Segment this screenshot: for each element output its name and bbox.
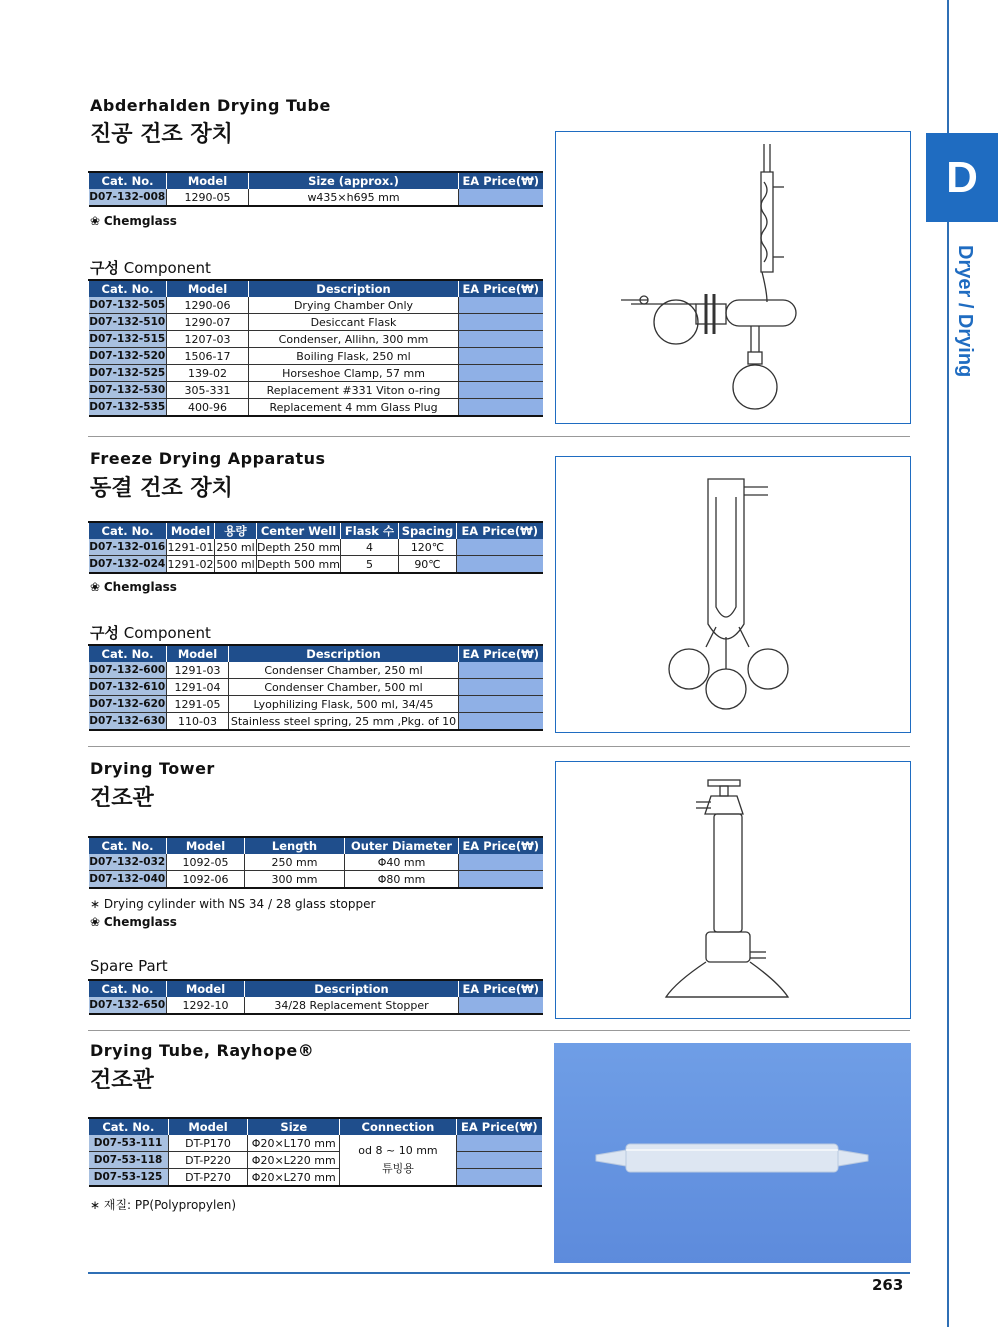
table-row: D07-132-515 1207-03 Condenser, Allihn, 300 mm xyxy=(89,331,543,348)
connection-line2: 튜빙용 xyxy=(382,1162,414,1175)
freeze-drying-apparatus-image xyxy=(555,456,911,733)
section1-component-title: 구성 Component xyxy=(90,259,211,277)
divider xyxy=(88,746,910,747)
table-row: D07-132-620 1291-05 Lyophilizing Flask, 500 ml, 34/45 xyxy=(89,696,543,713)
section3-spare-table: Cat. No. Model Description EA Price(₩) D07-132-650 1292-10 34/28 Replacement Stopper xyxy=(88,979,543,1015)
table-row: D07-132-510 1290-07 Desiccant Flask xyxy=(89,314,543,331)
section1-brand: ❀ Chemglass xyxy=(90,214,177,228)
section3-main-table: Cat. No. Model Length Outer Diameter EA Price(₩) D07-132-032 1092-05 250 mm Φ40 mm D07-132-040 1092-06 300 mm Φ80 mm xyxy=(88,836,543,889)
abderhalden-drying-tube-image xyxy=(555,131,911,424)
table-row: D07-53-125 DT-P270 Φ20×L270 mm xyxy=(89,1169,543,1187)
connection-line1: od 8 ~ 10 mm xyxy=(358,1144,438,1157)
table-row: D07-132-032 1092-05 250 mm Φ40 mm xyxy=(89,854,543,871)
page-number: 263 xyxy=(872,1276,904,1294)
section2-component-title: 구성 Component xyxy=(90,624,211,642)
section2-title-ko: 동결 건조 장치 xyxy=(90,476,233,501)
section1-title-ko: 진공 건조 장치 xyxy=(90,122,233,147)
table-row: D07-132-650 1292-10 34/28 Replacement Stopper xyxy=(89,997,543,1014)
section3-title-en: Drying Tower xyxy=(90,759,215,778)
section4-title-ko: 건조관 xyxy=(90,1068,154,1093)
table-row: D07-132-505 1290-06 Drying Chamber Only xyxy=(89,297,543,314)
section4-note: ∗ 재질: PP(Polypropylen) xyxy=(90,1198,237,1212)
table-row: D07-132-535 400-96 Replacement 4 mm Glass Plug xyxy=(89,399,543,417)
section1-component-table: Cat. No. Model Description EA Price(₩) D07-132-505 1290-06 Drying Chamber Only D07-132-510 1290-07 Desiccant Flask D07-132-515 1207-03 Condenser, Allihn, 300 mm D07-132-520 1506-17 Boiling Flask, 250 ml D07-132-525 139-02 Horseshoe Clamp, 57 mm D07-132-530 305-331 Replacement #331 Viton o-ring D07-132-535 400-96 Replacement 4 mm Glass Plug xyxy=(88,279,543,417)
side-label: Dryer / Drying xyxy=(954,245,976,378)
table-row: D07-132-016 1291-01 250 ml Depth 250 mm 4 120℃ xyxy=(89,539,543,556)
table-row: D07-132-040 1092-06 300 mm Φ80 mm xyxy=(89,871,543,889)
section3-note: ∗ Drying cylinder with NS 34 / 28 glass stopper xyxy=(90,897,376,911)
section1-title-en: Abderhalden Drying Tube xyxy=(90,96,331,115)
table-row: D07-132-520 1506-17 Boiling Flask, 250 ml xyxy=(89,348,543,365)
section4-main-table: Cat. No. Model Size Connection EA Price(₩) D07-53-111 DT-P170 Φ20×L170 mm od 8 ~ 10 mm 튜빙용 D07-53-118 DT-P220 Φ20×L220 mm D07-53-125 DT-P270 Φ20×L270 mm xyxy=(88,1117,542,1187)
section2-main-table: Cat. No. Model 용량 Center Well Flask 수 Spacing EA Price(₩) D07-132-016 1291-01 250 ml Depth 250 mm 4 120℃ D07-132-024 1291-02 500 ml Depth 500 mm 5 90℃ xyxy=(88,521,543,574)
drying-tower-image xyxy=(555,761,911,1019)
table-row: D07-132-630 110-03 Stainless steel spring, 25 mm ,Pkg. of 10 xyxy=(89,713,543,731)
table-row: D07-53-111 DT-P170 Φ20×L170 mm od 8 ~ 10 mm 튜빙용 xyxy=(89,1135,543,1152)
footer-rule xyxy=(88,1272,910,1274)
section2-brand: ❀ Chemglass xyxy=(90,580,177,594)
section3-title-ko: 건조관 xyxy=(90,786,154,811)
table-row: D07-132-530 305-331 Replacement #331 Viton o-ring xyxy=(89,382,543,399)
section3-brand: ❀ Chemglass xyxy=(90,915,177,929)
section2-title-en: Freeze Drying Apparatus xyxy=(90,449,326,468)
section2-component-table: Cat. No. Model Description EA Price(₩) D07-132-600 1291-03 Condenser Chamber, 250 ml D07-132-610 1291-04 Condenser Chamber, 500 ml D07-132-620 1291-05 Lyophilizing Flask, 500 ml, 34/45 D07-132-630 110-03 Stainless steel spring, 25 mm ,Pkg. of 10 xyxy=(88,644,543,731)
table-row: D07-53-118 DT-P220 Φ20×L220 mm xyxy=(89,1152,543,1169)
table-row: D07-132-024 1291-02 500 ml Depth 500 mm 5 90℃ xyxy=(89,556,543,574)
rayhope-drying-tube-image xyxy=(554,1043,911,1263)
divider xyxy=(88,436,910,437)
section4-title-en: Drying Tube, Rayhope® xyxy=(90,1041,315,1060)
section3-spare-title: Spare Part xyxy=(90,957,168,975)
table-row: D07-132-600 1291-03 Condenser Chamber, 250 ml xyxy=(89,662,543,679)
section1-main-table: Cat. No. Model Size (approx.) EA Price(₩) D07-132-008 1290-05 w435×h695 mm xyxy=(88,171,543,207)
section-tab[interactable]: D xyxy=(926,133,998,222)
divider xyxy=(88,1030,910,1031)
table-row: D07-132-525 139-02 Horseshoe Clamp, 57 mm xyxy=(89,365,543,382)
table-row: D07-132-610 1291-04 Condenser Chamber, 500 ml xyxy=(89,679,543,696)
table-row: D07-132-008 1290-05 w435×h695 mm xyxy=(89,189,543,206)
